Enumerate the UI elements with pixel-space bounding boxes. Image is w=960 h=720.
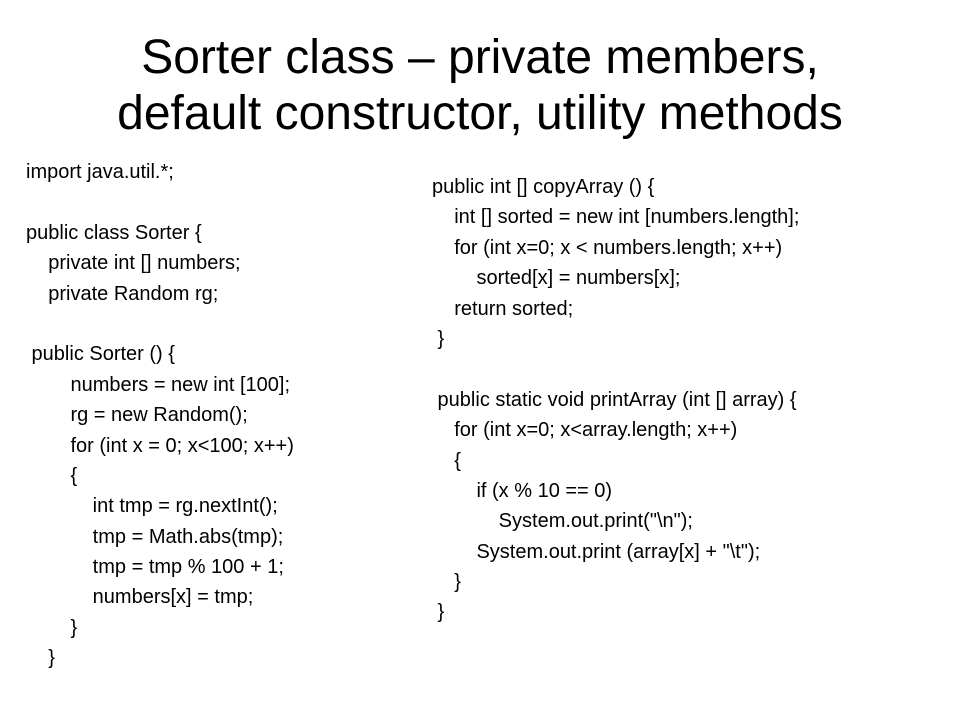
code-line: numbers = new int [100]; bbox=[26, 373, 291, 396]
slide-title-line: default constructor, utility methods bbox=[117, 87, 843, 140]
code-line: numbers[x] = tmp; bbox=[26, 586, 254, 609]
code-line: tmp = tmp % 100 + 1; bbox=[26, 556, 284, 579]
left-code-block bbox=[26, 157, 294, 674]
code-line bbox=[26, 187, 294, 217]
code-line: public class Sorter { bbox=[26, 221, 202, 244]
code-line: { bbox=[432, 449, 461, 472]
code-line: for (int x=0; x < numbers.length; x++) bbox=[432, 236, 783, 259]
code-line: for (int x=0; x<array.length; x++) bbox=[432, 419, 738, 442]
code-line: } bbox=[432, 571, 461, 594]
code-line: { bbox=[26, 464, 78, 487]
code-line bbox=[26, 309, 294, 339]
code-line: if (x % 10 == 0) bbox=[432, 479, 613, 502]
code-line: for (int x = 0; x<100; x++) bbox=[26, 434, 294, 457]
code-line: int tmp = rg.nextInt(); bbox=[26, 495, 278, 518]
code-line: tmp = Math.abs(tmp); bbox=[26, 525, 284, 548]
code-line: private Random rg; bbox=[26, 282, 219, 305]
code-line: System.out.print (array[x] + "\t"); bbox=[432, 540, 761, 563]
code-line: } bbox=[432, 327, 445, 350]
code-line: } bbox=[26, 647, 55, 670]
code-line bbox=[432, 354, 799, 384]
code-line: import java.util.*; bbox=[26, 161, 174, 183]
code-line: rg = new Random(); bbox=[26, 404, 248, 427]
code-line: } bbox=[26, 616, 78, 639]
code-line: public static void printArray (int [] array) { bbox=[432, 388, 797, 411]
code-line: int [] sorted = new int [numbers.length]; bbox=[432, 206, 800, 229]
code-line: sorted[x] = numbers[x]; bbox=[432, 267, 681, 290]
slide-title-line: Sorter class – private members, bbox=[141, 31, 819, 84]
code-line: public Sorter () { bbox=[26, 343, 175, 366]
slide-title bbox=[0, 30, 960, 142]
right-code-block bbox=[432, 172, 799, 628]
code-line: private int [] numbers; bbox=[26, 252, 241, 275]
code-line: System.out.print("\n"); bbox=[432, 510, 693, 533]
code-line: return sorted; bbox=[432, 297, 574, 320]
code-line: } bbox=[432, 601, 445, 624]
code-line: public int [] copyArray () { bbox=[432, 176, 655, 198]
